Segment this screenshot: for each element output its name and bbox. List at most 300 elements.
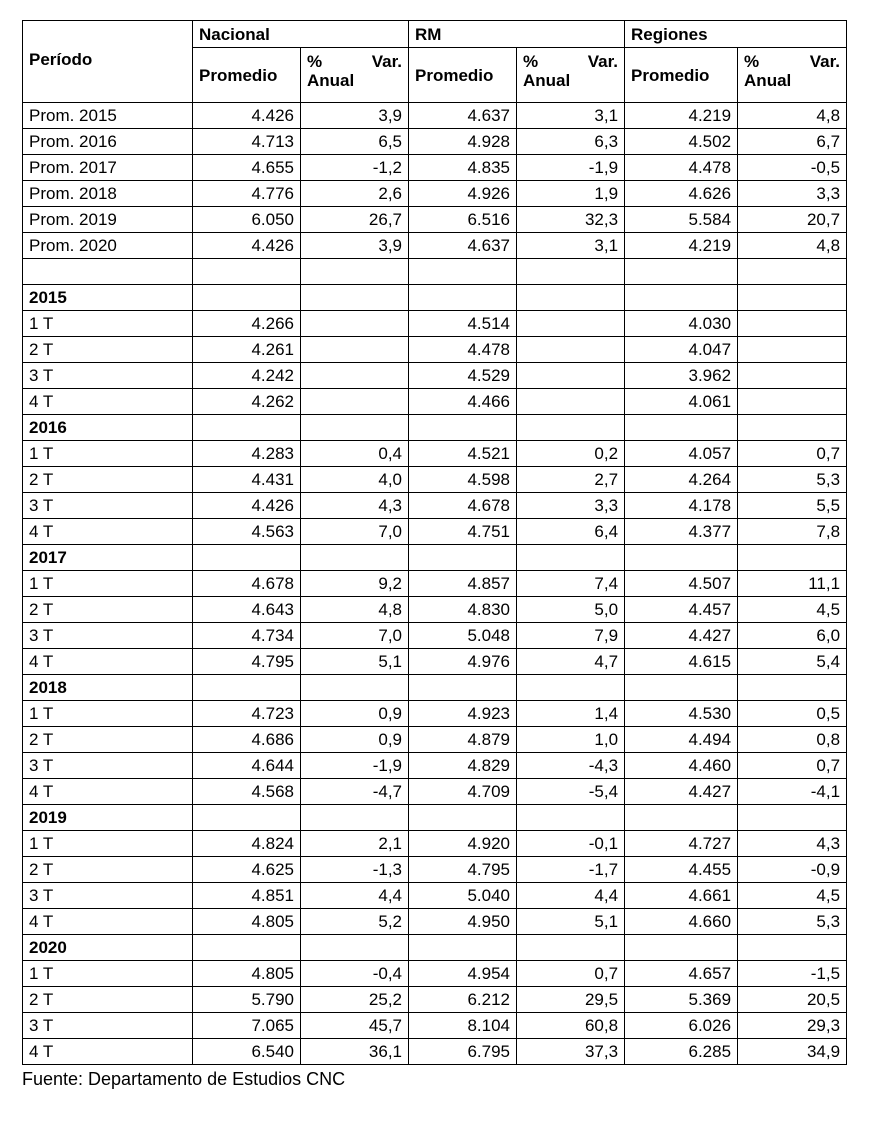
cell-period: 3 T (23, 363, 193, 389)
cell-rm-promedio: 8.104 (409, 1013, 517, 1039)
cell-period: Prom. 2016 (23, 129, 193, 155)
cell-regiones-promedio (625, 935, 738, 961)
cell-period: 2015 (23, 285, 193, 311)
cell-rm-promedio (409, 675, 517, 701)
table-row (23, 883, 847, 909)
cell-rm-var: 0,7 (517, 961, 625, 987)
cell-rm-var (517, 285, 625, 311)
cell-period: 2019 (23, 805, 193, 831)
cell-regiones-var (738, 389, 847, 415)
year-row (23, 935, 847, 961)
cell-nacional-promedio: 4.805 (193, 909, 301, 935)
table-row (23, 727, 847, 753)
cell-nacional-var: 5,1 (301, 649, 409, 675)
cell-nacional-var (301, 337, 409, 363)
cell-rm-promedio: 4.795 (409, 857, 517, 883)
var-pct-label: % (523, 52, 539, 71)
cell-nacional-var: 2,6 (301, 181, 409, 207)
var-header-rm (517, 48, 625, 103)
cell-nacional-var: 4,8 (301, 597, 409, 623)
cell-period: Prom. 2017 (23, 155, 193, 181)
cell-regiones-var: 4,8 (738, 233, 847, 259)
cell-nacional-promedio: 4.242 (193, 363, 301, 389)
cell-nacional-var (301, 285, 409, 311)
cell-nacional-var: 0,4 (301, 441, 409, 467)
table-row (23, 493, 847, 519)
cell-regiones-promedio: 4.219 (625, 103, 738, 129)
var-word-label: Var. (371, 52, 403, 71)
promedio-header-rm: Promedio (409, 48, 517, 103)
cell-rm-promedio: 4.857 (409, 571, 517, 597)
cell-nacional-promedio: 4.851 (193, 883, 301, 909)
cell-rm-promedio: 4.829 (409, 753, 517, 779)
cell-nacional-promedio: 4.262 (193, 389, 301, 415)
cell-rm-var: 7,4 (517, 571, 625, 597)
blank-row (23, 259, 847, 285)
cell-rm-var (517, 311, 625, 337)
cell-regiones-var (738, 415, 847, 441)
cell-rm-var (517, 545, 625, 571)
cell-nacional-promedio: 4.824 (193, 831, 301, 857)
cell-regiones-promedio: 4.427 (625, 779, 738, 805)
cell-regiones-var: 4,8 (738, 103, 847, 129)
table-row (23, 831, 847, 857)
cell-rm-promedio (409, 805, 517, 831)
table-row (23, 701, 847, 727)
cell-nacional-promedio: 4.776 (193, 181, 301, 207)
cell-nacional-promedio: 4.713 (193, 129, 301, 155)
cell-regiones-promedio: 4.507 (625, 571, 738, 597)
cell-period: 3 T (23, 493, 193, 519)
cell-rm-promedio: 5.040 (409, 883, 517, 909)
cell-regiones-promedio: 4.727 (625, 831, 738, 857)
cell-regiones-promedio: 4.219 (625, 233, 738, 259)
cell-regiones-promedio: 3.962 (625, 363, 738, 389)
cell-rm-var: 0,2 (517, 441, 625, 467)
cell-rm-promedio: 4.950 (409, 909, 517, 935)
data-table (22, 20, 847, 1065)
cell-regiones-promedio: 5.369 (625, 987, 738, 1013)
cell-rm-var: 3,1 (517, 233, 625, 259)
table-row (23, 467, 847, 493)
cell-rm-promedio: 6.212 (409, 987, 517, 1013)
cell-regiones-promedio: 4.047 (625, 337, 738, 363)
cell-nacional-var: 5,2 (301, 909, 409, 935)
year-row (23, 805, 847, 831)
cell-rm-promedio (409, 285, 517, 311)
cell-regiones-var: 34,9 (738, 1039, 847, 1065)
cell-period: 3 T (23, 753, 193, 779)
cell-regiones-var (738, 363, 847, 389)
cell-nacional-promedio: 4.655 (193, 155, 301, 181)
cell-nacional-var (301, 545, 409, 571)
cell-nacional-promedio (193, 415, 301, 441)
table-row (23, 649, 847, 675)
cell-regiones-var: 6,7 (738, 129, 847, 155)
cell-period (23, 259, 193, 285)
cell-nacional-promedio (193, 935, 301, 961)
cell-regiones-promedio (625, 415, 738, 441)
cell-regiones-var: 0,7 (738, 441, 847, 467)
cell-rm-var (517, 415, 625, 441)
cell-rm-promedio: 4.879 (409, 727, 517, 753)
cell-rm-promedio: 4.751 (409, 519, 517, 545)
cell-regiones-promedio: 4.657 (625, 961, 738, 987)
cell-nacional-var (301, 935, 409, 961)
cell-period: 1 T (23, 831, 193, 857)
cell-nacional-promedio: 4.266 (193, 311, 301, 337)
cell-period: 1 T (23, 441, 193, 467)
cell-period: 4 T (23, 909, 193, 935)
cell-nacional-var: 26,7 (301, 207, 409, 233)
cell-rm-var: 37,3 (517, 1039, 625, 1065)
table-row (23, 441, 847, 467)
cell-regiones-promedio: 4.455 (625, 857, 738, 883)
cell-period: 2 T (23, 337, 193, 363)
cell-period: 3 T (23, 623, 193, 649)
cell-rm-var: 1,9 (517, 181, 625, 207)
cell-regiones-promedio: 4.478 (625, 155, 738, 181)
cell-regiones-promedio: 4.494 (625, 727, 738, 753)
cell-rm-promedio: 4.926 (409, 181, 517, 207)
cell-nacional-promedio: 4.261 (193, 337, 301, 363)
cell-rm-var: 1,0 (517, 727, 625, 753)
cell-period: 4 T (23, 1039, 193, 1065)
cell-nacional-promedio: 4.723 (193, 701, 301, 727)
cell-rm-var: 5,0 (517, 597, 625, 623)
table-row (23, 779, 847, 805)
group-header-nacional: Nacional (193, 21, 409, 48)
cell-rm-promedio: 4.478 (409, 337, 517, 363)
cell-nacional-promedio: 4.734 (193, 623, 301, 649)
cell-regiones-var: 0,8 (738, 727, 847, 753)
cell-rm-promedio: 4.923 (409, 701, 517, 727)
table-row (23, 623, 847, 649)
cell-regiones-promedio: 6.285 (625, 1039, 738, 1065)
cell-nacional-var (301, 389, 409, 415)
cell-regiones-var: 0,5 (738, 701, 847, 727)
cell-rm-var: 4,4 (517, 883, 625, 909)
cell-regiones-var: 5,4 (738, 649, 847, 675)
cell-rm-var (517, 259, 625, 285)
cell-rm-promedio: 6.795 (409, 1039, 517, 1065)
cell-period: Prom. 2019 (23, 207, 193, 233)
cell-nacional-promedio: 4.563 (193, 519, 301, 545)
cell-regiones-promedio: 4.661 (625, 883, 738, 909)
cell-rm-promedio: 4.678 (409, 493, 517, 519)
cell-period: Prom. 2020 (23, 233, 193, 259)
cell-nacional-var: 6,5 (301, 129, 409, 155)
var-header-regiones (738, 48, 847, 103)
cell-regiones-promedio: 4.660 (625, 909, 738, 935)
cell-period: 4 T (23, 779, 193, 805)
cell-period: 4 T (23, 389, 193, 415)
table-row (23, 961, 847, 987)
cell-rm-promedio: 4.920 (409, 831, 517, 857)
cell-period: 2 T (23, 597, 193, 623)
cell-regiones-promedio: 4.030 (625, 311, 738, 337)
var-anual-label: Anual (744, 71, 792, 90)
cell-nacional-var (301, 805, 409, 831)
cell-regiones-var: 7,8 (738, 519, 847, 545)
cell-nacional-var: 36,1 (301, 1039, 409, 1065)
cell-period: 2020 (23, 935, 193, 961)
group-header-regiones: Regiones (625, 21, 847, 48)
cell-rm-promedio: 4.521 (409, 441, 517, 467)
cell-nacional-var: 3,9 (301, 103, 409, 129)
cell-regiones-var: 5,3 (738, 909, 847, 935)
cell-nacional-promedio: 4.795 (193, 649, 301, 675)
cell-nacional-var: 4,0 (301, 467, 409, 493)
table-row (23, 909, 847, 935)
cell-nacional-var: 7,0 (301, 519, 409, 545)
cell-nacional-promedio: 4.678 (193, 571, 301, 597)
cell-period: 1 T (23, 961, 193, 987)
var-pct-label: % (744, 52, 760, 71)
cell-rm-var (517, 363, 625, 389)
cell-rm-promedio: 4.598 (409, 467, 517, 493)
cell-regiones-promedio: 4.057 (625, 441, 738, 467)
cell-nacional-var: 45,7 (301, 1013, 409, 1039)
cell-regiones-var: -0,9 (738, 857, 847, 883)
cell-regiones-var (738, 259, 847, 285)
cell-regiones-promedio (625, 805, 738, 831)
cell-rm-var: 3,1 (517, 103, 625, 129)
cell-rm-var: 6,3 (517, 129, 625, 155)
cell-nacional-var: 3,9 (301, 233, 409, 259)
cell-regiones-promedio: 4.615 (625, 649, 738, 675)
cell-nacional-promedio: 4.686 (193, 727, 301, 753)
cell-rm-promedio: 4.835 (409, 155, 517, 181)
cell-rm-var (517, 389, 625, 415)
cell-nacional-var: -1,3 (301, 857, 409, 883)
cell-rm-promedio (409, 415, 517, 441)
cell-rm-var: 3,3 (517, 493, 625, 519)
var-word-label: Var. (809, 52, 841, 71)
cell-rm-var (517, 337, 625, 363)
cell-regiones-var (738, 311, 847, 337)
cell-nacional-promedio (193, 259, 301, 285)
cell-rm-promedio: 4.709 (409, 779, 517, 805)
cell-regiones-promedio (625, 259, 738, 285)
cell-rm-promedio: 6.516 (409, 207, 517, 233)
cell-nacional-var: 4,3 (301, 493, 409, 519)
header-row-groups (23, 21, 847, 48)
cell-nacional-var: 7,0 (301, 623, 409, 649)
cell-nacional-var (301, 363, 409, 389)
cell-nacional-promedio: 5.790 (193, 987, 301, 1013)
cell-rm-var: 2,7 (517, 467, 625, 493)
cell-regiones-promedio: 4.061 (625, 389, 738, 415)
cell-period: Prom. 2018 (23, 181, 193, 207)
cell-rm-var: -1,9 (517, 155, 625, 181)
cell-nacional-var (301, 415, 409, 441)
year-row (23, 545, 847, 571)
cell-regiones-promedio (625, 285, 738, 311)
cell-nacional-var (301, 675, 409, 701)
cell-rm-promedio (409, 935, 517, 961)
cell-rm-var: 60,8 (517, 1013, 625, 1039)
cell-nacional-var: -4,7 (301, 779, 409, 805)
cell-nacional-var: 2,1 (301, 831, 409, 857)
cell-rm-promedio: 4.514 (409, 311, 517, 337)
table-row (23, 155, 847, 181)
year-row (23, 415, 847, 441)
cell-rm-var (517, 935, 625, 961)
cell-nacional-var (301, 259, 409, 285)
var-anual-label: Anual (307, 71, 355, 90)
table-row (23, 233, 847, 259)
cell-regiones-promedio: 4.178 (625, 493, 738, 519)
cell-period: 2017 (23, 545, 193, 571)
cell-rm-var: 6,4 (517, 519, 625, 545)
cell-regiones-promedio: 4.427 (625, 623, 738, 649)
cell-regiones-promedio (625, 545, 738, 571)
table-row (23, 857, 847, 883)
cell-regiones-var: -0,5 (738, 155, 847, 181)
source-note: Fuente: Departamento de Estudios CNC (22, 1069, 346, 1089)
cell-period: 2 T (23, 467, 193, 493)
table-row (23, 311, 847, 337)
cell-regiones-var: 0,7 (738, 753, 847, 779)
var-anual-label: Anual (523, 71, 571, 90)
cell-regiones-promedio: 5.584 (625, 207, 738, 233)
cell-nacional-var: 0,9 (301, 701, 409, 727)
cell-rm-var: -1,7 (517, 857, 625, 883)
cell-nacional-promedio: 4.643 (193, 597, 301, 623)
table-row (23, 207, 847, 233)
cell-nacional-promedio (193, 805, 301, 831)
table-row (23, 103, 847, 129)
cell-period: 4 T (23, 519, 193, 545)
cell-rm-var (517, 675, 625, 701)
cell-regiones-var: 4,5 (738, 883, 847, 909)
cell-nacional-promedio (193, 675, 301, 701)
cell-rm-var: 4,7 (517, 649, 625, 675)
cell-period: 2016 (23, 415, 193, 441)
cell-nacional-var: -1,9 (301, 753, 409, 779)
cell-nacional-promedio: 4.568 (193, 779, 301, 805)
cell-rm-promedio: 5.048 (409, 623, 517, 649)
table-row (23, 1039, 847, 1065)
cell-regiones-var: 5,3 (738, 467, 847, 493)
table-row (23, 181, 847, 207)
cell-rm-promedio: 4.928 (409, 129, 517, 155)
cell-nacional-var (301, 311, 409, 337)
cell-regiones-var (738, 285, 847, 311)
cell-nacional-promedio (193, 285, 301, 311)
cell-period: 2 T (23, 727, 193, 753)
promedio-header-regiones: Promedio (625, 48, 738, 103)
cell-regiones-var: 3,3 (738, 181, 847, 207)
cell-nacional-promedio: 4.805 (193, 961, 301, 987)
cell-period: 2018 (23, 675, 193, 701)
cell-nacional-promedio: 4.426 (193, 233, 301, 259)
cell-period: 4 T (23, 649, 193, 675)
cell-regiones-promedio: 4.460 (625, 753, 738, 779)
table-row (23, 129, 847, 155)
cell-nacional-promedio: 4.431 (193, 467, 301, 493)
table-row (23, 597, 847, 623)
cell-period: 3 T (23, 883, 193, 909)
promedio-header-nacional: Promedio (193, 48, 301, 103)
cell-nacional-var: -1,2 (301, 155, 409, 181)
cell-rm-var: -5,4 (517, 779, 625, 805)
table-body (23, 21, 847, 1065)
cell-rm-var: -0,1 (517, 831, 625, 857)
var-header-nacional (301, 48, 409, 103)
table-row (23, 571, 847, 597)
cell-nacional-var: 9,2 (301, 571, 409, 597)
cell-rm-var: 7,9 (517, 623, 625, 649)
cell-nacional-var: 0,9 (301, 727, 409, 753)
cell-regiones-promedio: 4.530 (625, 701, 738, 727)
table-row (23, 363, 847, 389)
cell-regiones-var: -1,5 (738, 961, 847, 987)
cell-rm-promedio: 4.830 (409, 597, 517, 623)
cell-regiones-promedio: 4.502 (625, 129, 738, 155)
cell-rm-promedio: 4.954 (409, 961, 517, 987)
cell-regiones-var (738, 935, 847, 961)
cell-regiones-var: 20,5 (738, 987, 847, 1013)
var-word-label: Var. (587, 52, 619, 71)
cell-rm-var: 29,5 (517, 987, 625, 1013)
cell-rm-promedio: 4.466 (409, 389, 517, 415)
cell-nacional-promedio: 4.644 (193, 753, 301, 779)
cell-rm-promedio (409, 259, 517, 285)
cell-nacional-promedio: 6.050 (193, 207, 301, 233)
cell-rm-var: -4,3 (517, 753, 625, 779)
cell-nacional-promedio: 7.065 (193, 1013, 301, 1039)
cell-regiones-var (738, 545, 847, 571)
cell-nacional-var: 4,4 (301, 883, 409, 909)
cell-rm-promedio: 4.529 (409, 363, 517, 389)
var-pct-label: % (307, 52, 323, 71)
cell-period: 3 T (23, 1013, 193, 1039)
group-header-rm: RM (409, 21, 625, 48)
cell-regiones-promedio (625, 675, 738, 701)
cell-regiones-var: 20,7 (738, 207, 847, 233)
period-header: Período (23, 21, 193, 103)
cell-rm-var: 32,3 (517, 207, 625, 233)
cell-period: 2 T (23, 987, 193, 1013)
cell-regiones-promedio: 4.264 (625, 467, 738, 493)
cell-regiones-var: 4,3 (738, 831, 847, 857)
cell-period: 1 T (23, 311, 193, 337)
table-row (23, 753, 847, 779)
cell-nacional-var: -0,4 (301, 961, 409, 987)
cell-regiones-var: -4,1 (738, 779, 847, 805)
cell-rm-promedio: 4.637 (409, 233, 517, 259)
table-row (23, 1013, 847, 1039)
cell-nacional-promedio: 4.426 (193, 493, 301, 519)
cell-nacional-promedio: 4.283 (193, 441, 301, 467)
cell-regiones-promedio: 4.457 (625, 597, 738, 623)
cell-regiones-var: 4,5 (738, 597, 847, 623)
table-row (23, 337, 847, 363)
cell-regiones-var: 29,3 (738, 1013, 847, 1039)
cell-nacional-var: 25,2 (301, 987, 409, 1013)
cell-rm-promedio: 4.976 (409, 649, 517, 675)
cell-period: 1 T (23, 701, 193, 727)
table-row (23, 389, 847, 415)
table-row (23, 987, 847, 1013)
cell-regiones-promedio: 4.377 (625, 519, 738, 545)
cell-rm-promedio (409, 545, 517, 571)
cell-period: 2 T (23, 857, 193, 883)
cell-period: 1 T (23, 571, 193, 597)
table-row (23, 519, 847, 545)
